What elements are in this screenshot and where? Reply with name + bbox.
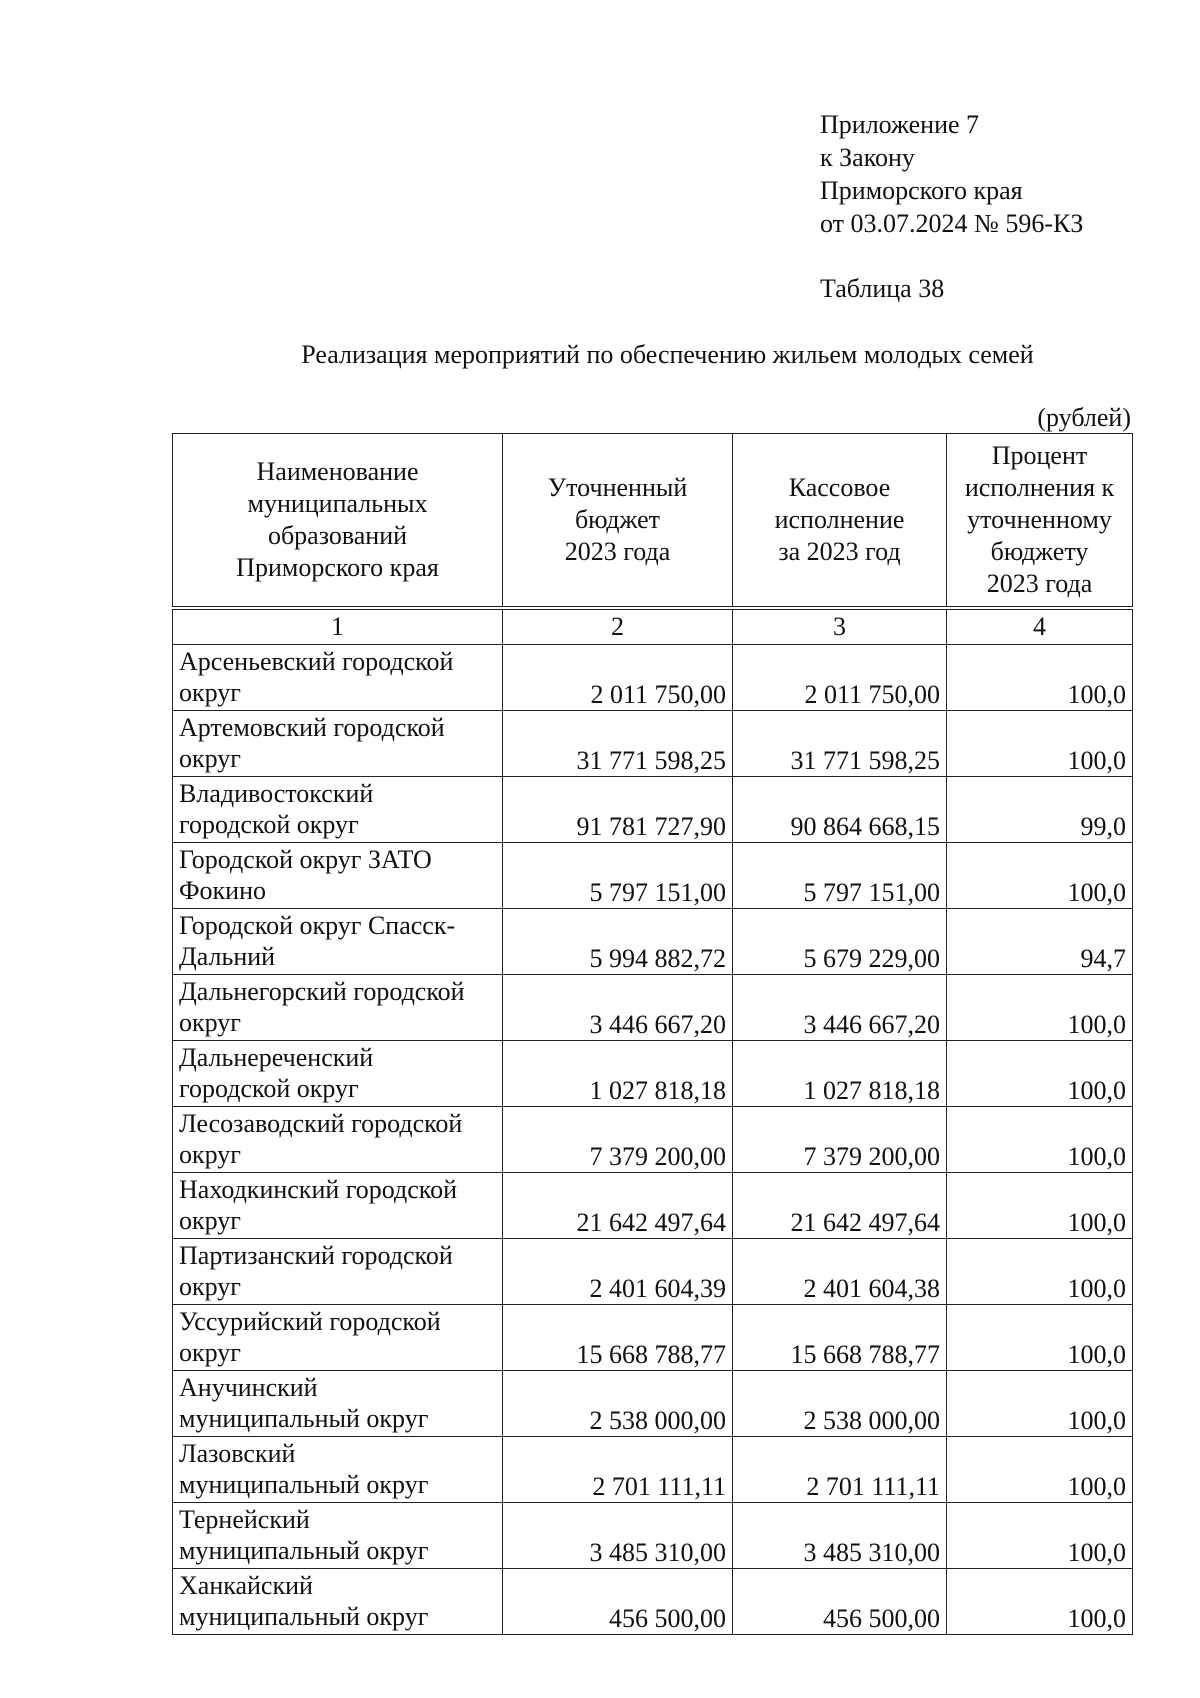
table-row [173,1371,1133,1437]
table-row [173,777,1133,843]
municipality-name-line1: Артемовский городской [179,713,445,742]
municipality-name-line1: Арсеньевский городской [179,647,454,676]
percent-value: 100,0 [947,975,1133,1041]
municipality-name-line1: Тернейский [179,1505,310,1534]
municipality-name [173,843,503,909]
percent-value: 99,0 [947,777,1133,843]
budget-value: 5 994 882,72 [503,909,733,975]
municipality-name-line1: Лазовский [179,1439,296,1468]
appendix-line: Приложение 7 [820,110,980,139]
budget-value: 5 797 151,00 [503,843,733,909]
municipality-name-line2: Дальний [179,942,276,971]
municipality-name [173,1107,503,1173]
municipality-name-line1: Дальнегорский городской [179,977,465,1006]
budget-value: 7 379 200,00 [503,1107,733,1173]
header-line: бюджету [990,537,1089,566]
municipality-name-line2: округ [179,744,241,773]
header-line: исполнение [774,505,905,534]
header-line: бюджет [574,505,661,534]
table-row [173,645,1133,711]
table-row [173,843,1133,909]
municipality-name-line2: округ [179,1338,241,1367]
budget-value: 91 781 727,90 [503,777,733,843]
municipality-name [173,1437,503,1503]
percent-value: 100,0 [947,1041,1133,1107]
percent-value: 100,0 [947,1173,1133,1239]
municipality-name-line1: Анучинский [179,1373,318,1402]
municipality-name [173,777,503,843]
municipality-name-line2: городской округ [179,810,359,839]
percent-value: 100,0 [947,1107,1133,1173]
header-line: муниципальных [247,489,428,518]
column-number: 2 [503,608,733,645]
municipality-name-line2: Фокино [179,876,267,905]
municipality-name-line1: Городской округ ЗАТО [179,845,432,874]
table-row [173,1305,1133,1371]
budget-value: 21 642 497,64 [503,1173,733,1239]
table-row [173,1041,1133,1107]
municipality-name-line1: Партизанский городской [179,1241,453,1270]
percent-value: 100,0 [947,1239,1133,1305]
municipality-name [173,975,503,1041]
execution-value: 2 701 111,11 [733,1437,947,1503]
budget-value: 2 011 750,00 [503,645,733,711]
header-line: 2023 года [564,537,671,566]
appendix-line: Приморского края [820,176,1023,205]
column-header-name [173,434,503,609]
municipality-name [173,711,503,777]
municipality-name-line2: муниципальный округ [179,1470,429,1499]
table-header-row [173,434,1133,609]
budget-value: 3 485 310,00 [503,1503,733,1569]
municipality-name-line1: Ханкайский [179,1571,313,1600]
municipality-name-line1: Уссурийский городской [179,1307,441,1336]
column-header-execution [733,434,947,609]
municipality-name [173,1503,503,1569]
appendix-block [820,108,1083,240]
municipality-name [173,645,503,711]
municipality-name-line2: округ [179,1008,241,1037]
percent-value: 100,0 [947,1371,1133,1437]
header-line: 2023 года [986,569,1093,598]
budget-value: 31 771 598,25 [503,711,733,777]
budget-value: 2 701 111,11 [503,1437,733,1503]
percent-value: 100,0 [947,1503,1133,1569]
execution-value: 2 011 750,00 [733,645,947,711]
execution-value: 31 771 598,25 [733,711,947,777]
budget-value: 15 668 788,77 [503,1305,733,1371]
header-line: Кассовое [788,473,891,502]
budget-value: 1 027 818,18 [503,1041,733,1107]
table-row [173,1437,1133,1503]
percent-value: 94,7 [947,909,1133,975]
municipality-name-line1: Городской округ Спасск- [179,911,456,940]
table-row [173,711,1133,777]
municipality-name-line1: Владивостокский [179,779,374,808]
execution-value: 2 401 604,38 [733,1239,947,1305]
document-title: Реализация мероприятий по обеспечению жильем молодых семей [301,340,1034,369]
header-line: Приморского края [236,553,439,582]
execution-value: 7 379 200,00 [733,1107,947,1173]
header-line: за 2023 год [778,537,901,566]
municipality-name [173,1569,503,1635]
column-number: 3 [733,608,947,645]
percent-value: 100,0 [947,711,1133,777]
budget-value: 2 538 000,00 [503,1371,733,1437]
municipality-name-line1: Дальнереченский [179,1043,374,1072]
table-row [173,975,1133,1041]
municipality-name-line1: Находкинский городской [179,1175,458,1204]
table-row [173,909,1133,975]
percent-value: 100,0 [947,1569,1133,1635]
municipality-name [173,1371,503,1437]
execution-value: 3 446 667,20 [733,975,947,1041]
header-line: Уточненный [547,473,688,502]
execution-value: 456 500,00 [733,1569,947,1635]
execution-value: 3 485 310,00 [733,1503,947,1569]
percent-value: 100,0 [947,1437,1133,1503]
municipality-name [173,1041,503,1107]
execution-value: 5 797 151,00 [733,843,947,909]
column-number-row [173,608,1133,645]
header-line: исполнения к [964,473,1115,502]
municipality-name [173,909,503,975]
budget-table [172,433,1133,1635]
municipality-name [173,1305,503,1371]
municipality-name-line2: округ [179,1140,241,1169]
table-row [173,1107,1133,1173]
budget-value: 456 500,00 [503,1569,733,1635]
municipality-name-line2: муниципальный округ [179,1404,429,1433]
execution-value: 2 538 000,00 [733,1371,947,1437]
column-number: 4 [947,608,1133,645]
municipality-name [173,1173,503,1239]
municipality-name-line2: муниципальный округ [179,1536,429,1565]
municipality-name-line2: городской округ [179,1074,359,1103]
header-line: образований [267,521,408,550]
municipality-name-line2: округ [179,678,241,707]
municipality-name-line2: муниципальный округ [179,1602,429,1631]
appendix-line: к Закону [820,143,915,172]
appendix-line: от 03.07.2024 № 596-КЗ [820,209,1084,238]
column-header-budget [503,434,733,609]
municipality-name [173,1239,503,1305]
execution-value: 21 642 497,64 [733,1173,947,1239]
header-line: Наименование [256,457,419,486]
percent-value: 100,0 [947,645,1133,711]
execution-value: 90 864 668,15 [733,777,947,843]
budget-value: 2 401 604,39 [503,1239,733,1305]
execution-value: 1 027 818,18 [733,1041,947,1107]
header-line: Процент [991,441,1088,470]
municipality-name-line1: Лесозаводский городской [179,1109,463,1138]
percent-value: 100,0 [947,843,1133,909]
table-row [173,1239,1133,1305]
execution-value: 5 679 229,00 [733,909,947,975]
budget-value: 3 446 667,20 [503,975,733,1041]
column-header-percent [947,434,1133,609]
municipality-name-line2: округ [179,1272,241,1301]
table-row [173,1569,1133,1635]
municipality-name-line2: округ [179,1206,241,1235]
percent-value: 100,0 [947,1305,1133,1371]
execution-value: 15 668 788,77 [733,1305,947,1371]
table-row [173,1173,1133,1239]
column-number: 1 [173,608,503,645]
table-row [173,1503,1133,1569]
header-line: уточненному [967,505,1112,534]
table-label: Таблица 38 [820,274,945,303]
units-label: (рублей) [1037,403,1131,432]
